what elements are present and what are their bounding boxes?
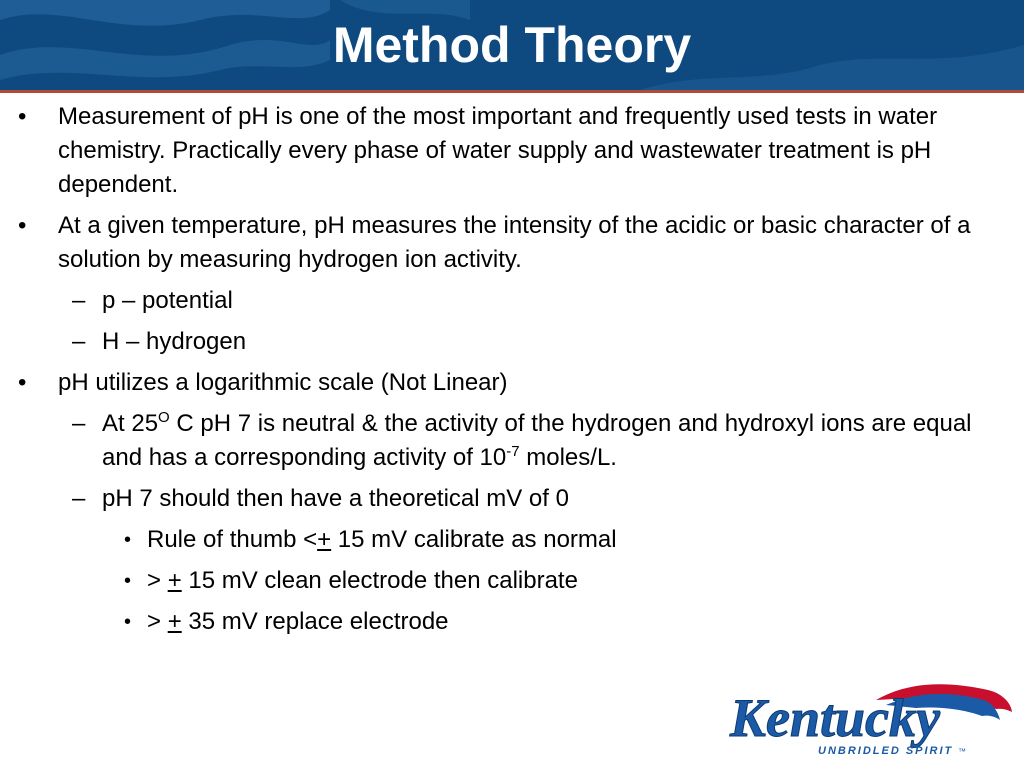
bullet-marker: • bbox=[18, 103, 27, 130]
sub-sub-bullet-text: Rule of thumb <+ 15 mV calibrate as normal bbox=[147, 526, 617, 553]
sub-sub-bullet-marker: • bbox=[124, 570, 132, 592]
bullet-text: At a given temperature, pH measures the intensity of the acidic or basic character of a solution by measuring hydrogen ion activity. bbox=[58, 212, 971, 273]
sub-bullet-text: At $25^O$ C pH 7 is neutral & the activity of the hydrogen and hydroxyl ions are equal and has a corresponding activity of $10^{-7}$ moles/L. bbox=[102, 409, 972, 471]
logo-tagline: UNBRIDLED SPIRIT bbox=[818, 745, 954, 757]
slide-header bbox=[0, 0, 1024, 90]
sub-bullet-text: pH 7 should then have a theoretical mV of 0 bbox=[102, 485, 569, 512]
sub-bullet-text: p – potential bbox=[102, 287, 233, 314]
sub-sub-bullet-text: > + 15 mV clean electrode then calibrate bbox=[147, 567, 578, 594]
sub-bullet-marker: – bbox=[72, 410, 86, 437]
sub-bullet-marker: – bbox=[72, 485, 86, 512]
slide-title: Method Theory bbox=[332, 17, 692, 73]
sub-bullet-marker: – bbox=[72, 287, 86, 314]
sub-sub-bullet-text: > + 35 mV replace electrode bbox=[147, 608, 449, 635]
header-divider bbox=[0, 90, 1024, 93]
bullet-text: pH utilizes a logarithmic scale (Not Linear) bbox=[58, 369, 508, 396]
sub-sub-bullet-marker: • bbox=[124, 611, 132, 633]
sub-bullet-marker: – bbox=[72, 328, 86, 355]
trademark-symbol: ™ bbox=[958, 747, 966, 756]
kentucky-wordmark: Kentucky bbox=[730, 688, 940, 748]
bullet-marker: • bbox=[18, 369, 27, 396]
sub-sub-bullet-marker: • bbox=[124, 529, 132, 551]
kentucky-logo bbox=[726, 678, 1016, 758]
bullet-text: Measurement of pH is one of the most important and frequently used tests in water chemistry. Practically every phase of water supply and wastewater treatment is pH dependent. bbox=[58, 103, 938, 198]
bullet-marker: • bbox=[18, 212, 27, 239]
sub-bullet-text: H – hydrogen bbox=[102, 328, 247, 355]
